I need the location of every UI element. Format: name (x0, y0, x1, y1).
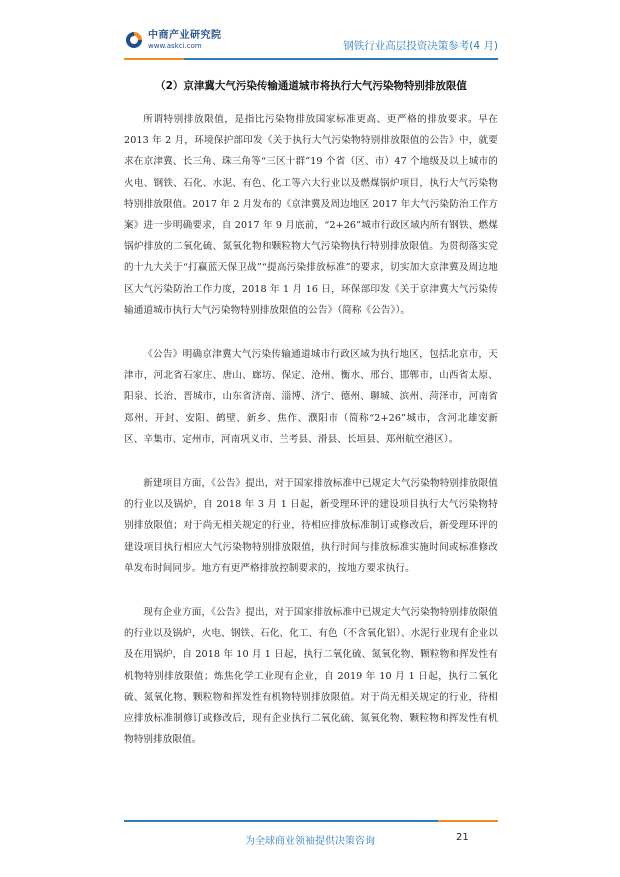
logo-text-en: www.askci.com (148, 41, 202, 50)
header-divider-accent (124, 58, 184, 60)
section-title: （2）京津冀大气污染传输通道城市将执行大气污染物特别排放限值 (155, 80, 467, 92)
paragraph-definition: 所谓特别排放限值，是指比污染物排放国家标准更高、更严格的排放要求。早在 2013 年 2 月，环境保护部印发《关于执行大气污染物特别排放限值的公告》中，就要求在京津冀、长三角、珠三角等“三区十群”19 个省（区、市）47 个地级及以上城市的火电、钢铁、石化、水泥、有色、化工等六大行业以及燃煤锅炉项目，执行大气污染物特别排放限值。2017 年 2 月发布的《京津冀及周边地区 2017 年大气污染防治工作方案》进一步明确要求，自 2017 年 9 月底前，“2+26”城市行政区域内所有钢铁、燃煤锅炉排放的二氧化硫、氮氧化物和颗粒物大气污染物执行特别排放限值。为贯彻落实党的十九大关于“打赢蓝天保卫战”“提高污染排放标准”的要求，切实加大京津冀及周边地区大气污染防治工作力度，2018 年 1 月 16 日，环保部印发《关于京津冀大气污染传输通道城市执行大气污染物特别排放限值的公告》（简称《公告》）。 (124, 114, 498, 316)
footer-slogan: 为全球商业领袖提供决策咨询 (245, 836, 375, 847)
logo-mark-icon (124, 30, 144, 50)
page-content (124, 78, 498, 773)
paragraph-regions: 《公告》明确京津冀大气污染传输通道城市行政区域为执行地区，包括北京市，天津市，河北省石家庄、唐山、廊坊、保定、沧州、衡水、邢台、邯郸市，山西省太原、阳泉、长治、晋城市，山东省济南、淄博、济宁、德州、聊城、滨州、菏泽市，河南省郑州、开封、安阳、鹤壁、新乡、焦作、濮阳市（简称“2+26”城市，含河北雄安新区、辛集市、定州市，河南巩义市、兰考县、滑县、长垣县、郑州航空港区）。 (124, 349, 498, 445)
paragraph-existing-enterprises: 现有企业方面，《公告》提出，对于国家排放标准中已规定大气污染物特别排放限值的行业以及锅炉，火电、钢铁、石化、化工、有色（不含氧化铝）、水泥行业现有企业以及在用锅炉，自 2018 年 10 月 1 日起，执行二氧化硫、氮氧化物、颗粒物和挥发性有机物特别排放限值；炼焦化学工业现有企业，自 2019 年 10 月 1 日起，执行二氧化硫、氮氧化物、颗粒物和挥发性有机物特别排放限值。对于尚无相关规定的行业，待相应排放标准制修订或修改后，现有企业执行二氧化硫、氮氧化物、颗粒物和挥发性有机物特别排放限值。 (124, 607, 498, 746)
page-header (0, 0, 620, 66)
footer-divider-accent (438, 820, 498, 822)
page-number: 21 (456, 832, 469, 843)
logo-text-cn: 中商产业研究院 (148, 29, 222, 41)
company-logo (124, 30, 222, 50)
paragraph-new-projects: 新建项目方面，《公告》提出，对于国家排放标准中已规定大气污染物特别排放限值的行业以及锅炉，自 2018 年 3 月 1 日起，新受理环评的建设项目执行大气污染物特别排放限值；对于尚无相关规定的行业，待相应排放标准制订或修改后，新受理环评的建设项目执行相应大气污染物特别排放限值，执行时间与排放标准实施时间或标准修改单发布时间同步。地方有更严格排放控制要求的，按地方要求执行。 (124, 478, 498, 574)
report-title: 钢铁行业高层投资决策参考(4 月) (343, 40, 498, 52)
